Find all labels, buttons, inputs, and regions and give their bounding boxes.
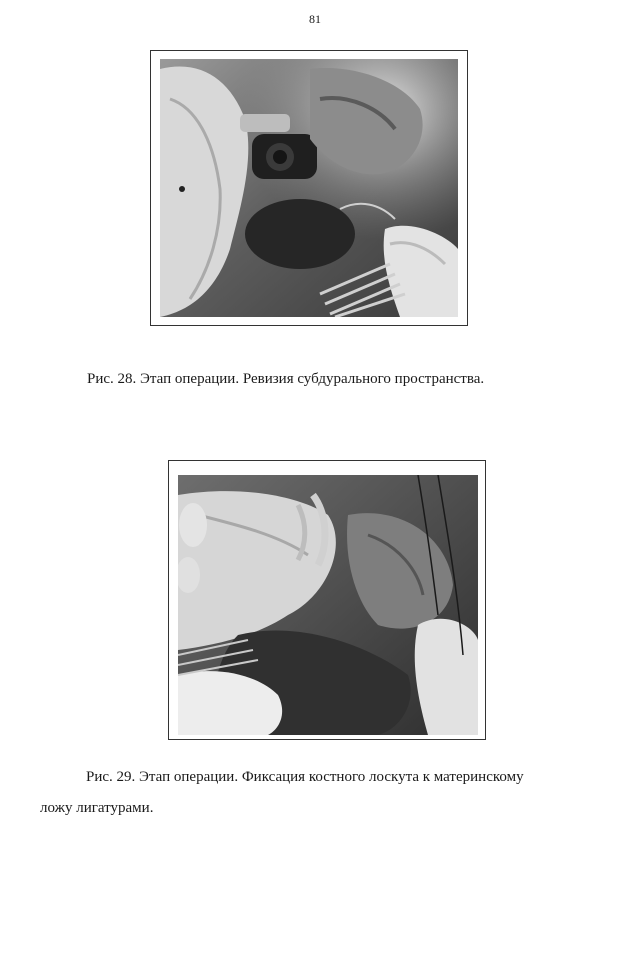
figure-28-caption: Рис. 28. Этап операции. Ревизия субдурального пространства. xyxy=(87,371,485,387)
figure-29-caption-line-1: Рис. 29. Этап операции. Фиксация костного лоскута к материнскому xyxy=(86,769,524,785)
page-number: 81 xyxy=(309,12,321,26)
figure-28-frame xyxy=(150,50,468,326)
figure-28-photo xyxy=(160,59,458,317)
figure-29-photo xyxy=(178,475,478,735)
surgical-photo-icon xyxy=(160,59,458,317)
figure-29-frame xyxy=(168,460,486,740)
surgical-photo-icon xyxy=(178,475,478,735)
figure-29-caption-line-2: ложу лигатурами. xyxy=(40,800,154,816)
